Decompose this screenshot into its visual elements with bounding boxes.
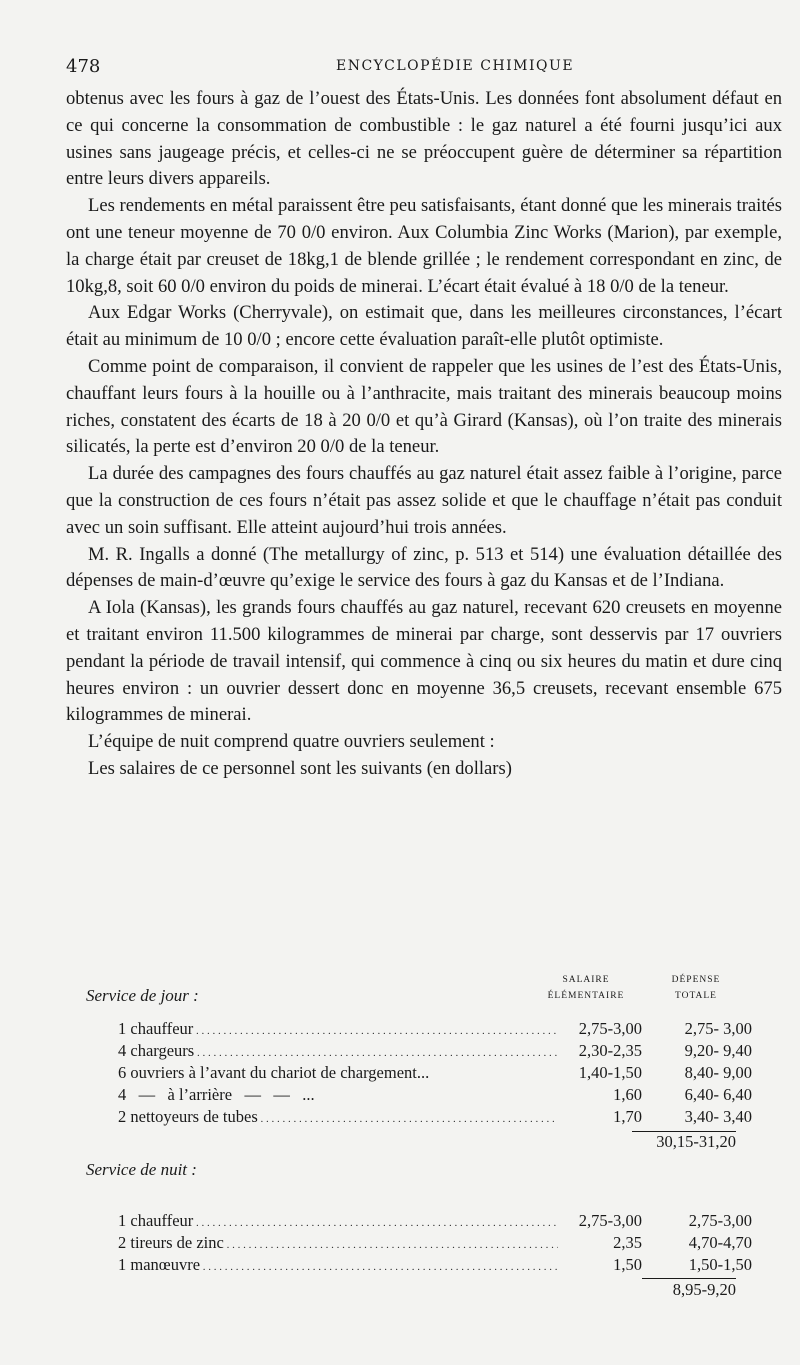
row-description: 2 nettoyeurs de tubes . . . bbox=[118, 1106, 558, 1130]
page-number: 478 bbox=[66, 56, 101, 77]
row-description: 1 chauffeur . . . bbox=[118, 1210, 558, 1234]
table-row bbox=[118, 1232, 766, 1254]
row-salaire: 2,75-3,00 bbox=[578, 1019, 642, 1038]
row-depense: 4,70-4,70 bbox=[688, 1233, 752, 1252]
paragraph: L’équipe de nuit comprend quatre ouvriers seulement : bbox=[88, 731, 495, 753]
total-jour: 30,15-31,20 bbox=[656, 1132, 736, 1151]
row-depense: 3,40- 3,40 bbox=[684, 1107, 752, 1126]
paragraph: M. R. Ingalls a donné (The metallurgy of zinc, p. 513 et 514) une évaluation détaillée des dépenses de main-d’œuvre qu’exige le service des fours à gaz du Kansas et de l’Indiana. bbox=[66, 543, 782, 592]
row-depense: 2,75-3,00 bbox=[688, 1211, 752, 1230]
paragraph: A Iola (Kansas), les grands fours chauffés au gaz naturel, recevant 620 creusets en moyenne et traitant environ 11.500 kilogrammes de minerai par charge, sont desservis par 17 ouvriers pendant la période de travail intensif, qui commence à cinq ou six heures du matin et dure cinq heures environ : un ouvrier dessert donc en moyenne 36,5 creusets, recevant ensemble 675 kilogrammes de minerai. bbox=[66, 597, 782, 726]
row-salaire: 2,35 bbox=[613, 1233, 642, 1252]
paragraph: Aux Edgar Works (Cherryvale), on estimait que, dans les meilleures circonstances, l’écart était au minimum de 10 0/0 ; encore cette évaluation paraît-elle plutôt optimiste. bbox=[66, 302, 782, 351]
row-salaire: 1,40-1,50 bbox=[578, 1063, 642, 1082]
table-row bbox=[118, 1106, 766, 1128]
row-description: 2 tireurs de zinc . . . bbox=[118, 1232, 558, 1256]
row-depense: 9,20- 9,40 bbox=[684, 1041, 752, 1060]
column-header-depense: DÉPENSE TOTALE bbox=[671, 975, 721, 1001]
table-row bbox=[118, 1210, 766, 1232]
row-description: 1 chauffeur . . . bbox=[118, 1018, 558, 1042]
paragraph: Les salaires de ce personnel sont les suivants (en dollars) bbox=[88, 757, 512, 779]
row-description: 1 manœuvre . . . bbox=[118, 1254, 558, 1278]
table-row bbox=[118, 1018, 766, 1040]
row-description: 4 chargeurs . . . bbox=[118, 1040, 558, 1064]
paragraph: Comme point de comparaison, il convient de rappeler que les usines de l’est des États-Unis, chauffant leurs fours à la houille ou à l’anthracite, mais traitant des minerais beaucoup moins riches, constatent des écarts de 18 à 20 0/0 et qu’à Girard (Kansas), où l’on traite des minerais silicatés, la perte est d’environ 20 0/0 de la teneur. bbox=[66, 355, 782, 458]
row-salaire: 1,50 bbox=[613, 1255, 642, 1274]
row-description: 6 ouvriers à l’avant du chariot de chargement... bbox=[118, 1063, 430, 1082]
row-depense: 6,40- 6,40 bbox=[684, 1085, 752, 1104]
table-row bbox=[118, 1040, 766, 1062]
row-depense: 8,40- 9,00 bbox=[684, 1063, 752, 1082]
body-text bbox=[66, 86, 782, 783]
row-depense: 2,75- 3,00 bbox=[684, 1019, 752, 1038]
row-salaire: 2,75-3,00 bbox=[578, 1211, 642, 1230]
row-salaire: 2,30-2,35 bbox=[578, 1041, 642, 1060]
row-depense: 1,50-1,50 bbox=[688, 1255, 752, 1274]
paragraph: obtenus avec les fours à gaz de l’ouest des États-Unis. Les données font absolument défaut en ce qui concerne la consommation de combustible : le gaz naturel a été fourni jusqu’ici aux usines sans jaugeage précis, et celles-ci ne se préoccupent guère de déterminer sa répartition entre leurs divers appareils. bbox=[66, 88, 782, 190]
table-row bbox=[118, 1084, 766, 1106]
paragraph: La durée des campagnes des fours chauffés au gaz naturel était assez faible à l’origine, parce que la construction de ces fours n’était pas assez solide et que le chauffage n’était pas conduit avec un soin suffisant. Elle atteint aujourd’hui trois années. bbox=[66, 463, 782, 538]
page-header bbox=[66, 56, 782, 78]
table-row bbox=[118, 1254, 766, 1276]
total-nuit: 8,95-9,20 bbox=[672, 1280, 736, 1299]
row-salaire: 1,70 bbox=[613, 1107, 642, 1126]
total-rule bbox=[642, 1278, 736, 1279]
running-title: ENCYCLOPÉDIE CHIMIQUE bbox=[336, 58, 575, 74]
column-header-salaire: SALAIRE ÉLÉMENTAIRE bbox=[547, 975, 625, 1001]
table-row bbox=[118, 1062, 766, 1084]
row-description: 4 — à l’arrière — — ... bbox=[118, 1085, 315, 1104]
section-label-nuit: Service de nuit : bbox=[86, 1160, 197, 1179]
row-salaire: 1,60 bbox=[613, 1085, 642, 1104]
paragraph: Les rendements en métal paraissent être peu satisfaisants, étant donné que les minerais traités ont une teneur moyenne de 70 0/0 environ. Aux Columbia Zinc Works (Marion), par exemple, la charge était par creuset de 18kg,1 de blende grillée ; le rendement correspondant en zinc, de 10kg,8, soit 60 0/0 environ du poids de minerai. L’écart était évalué à 18 0/0 de la teneur. bbox=[66, 195, 782, 297]
section-label-jour: Service de jour : bbox=[86, 986, 199, 1005]
